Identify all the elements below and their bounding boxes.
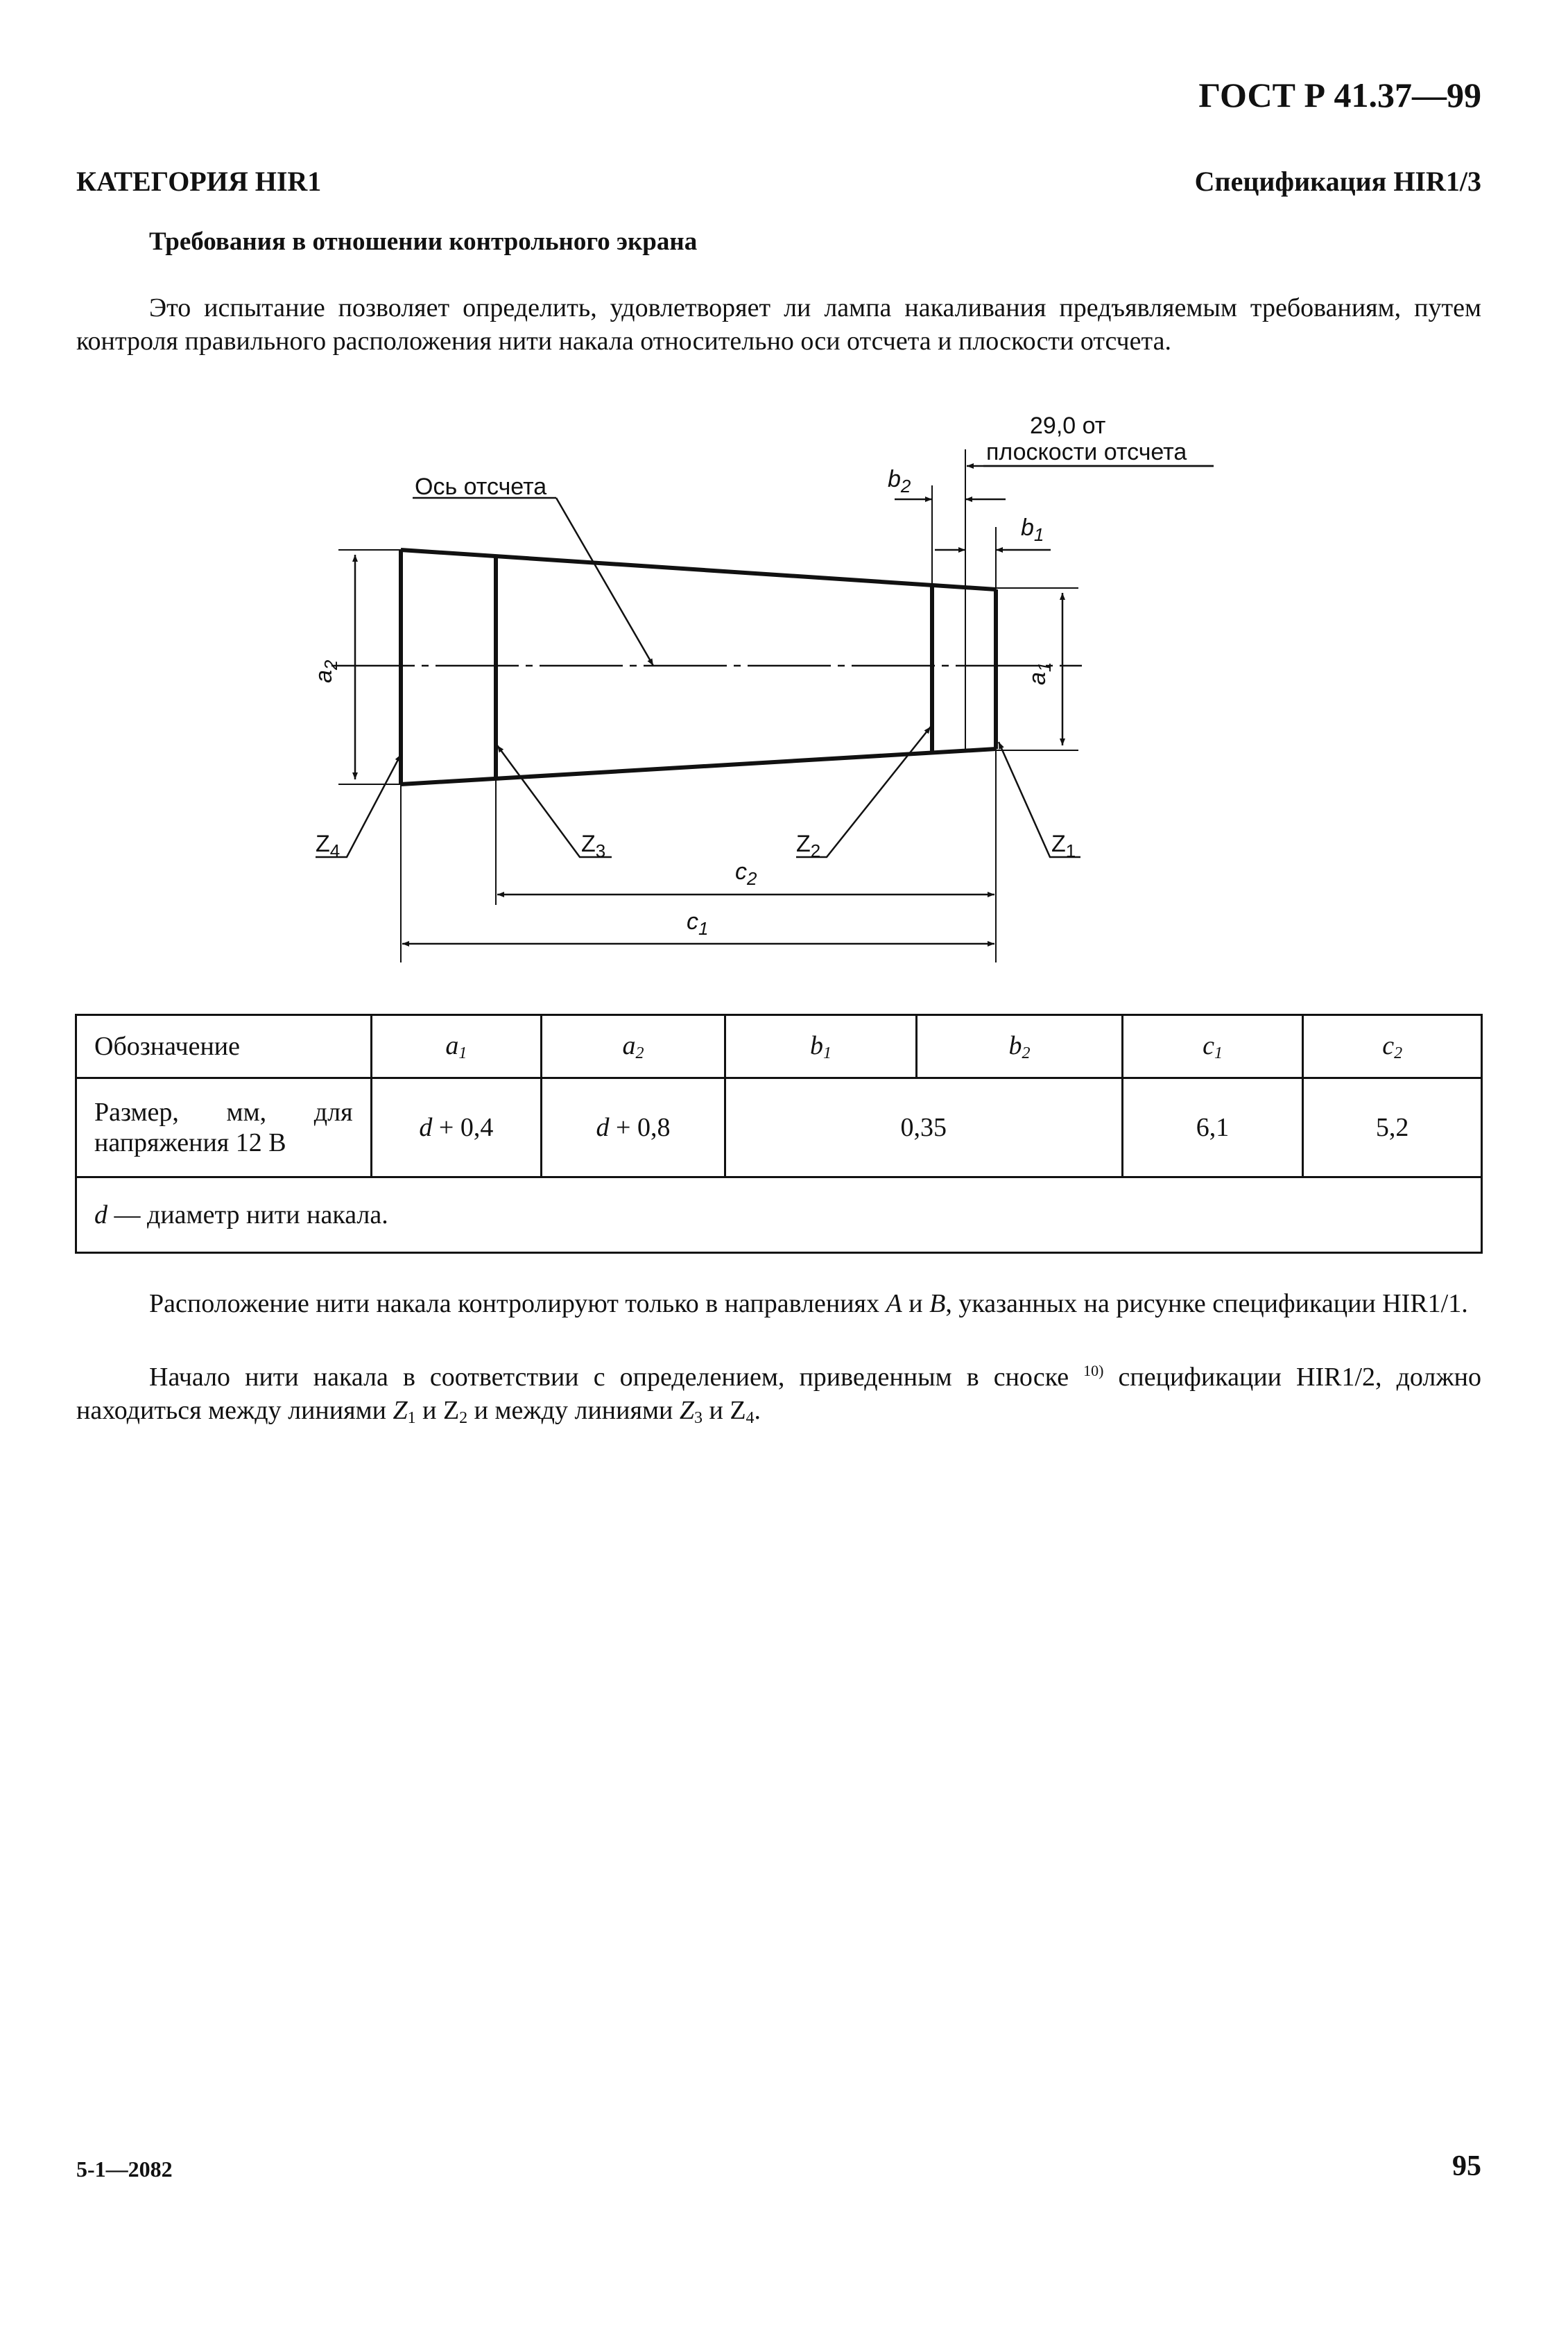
reference-distance-label-line1: 29,0 от — [1030, 413, 1106, 439]
b2-label: $b_2$ — [888, 466, 911, 496]
z1-label: $Z_1$ — [1051, 831, 1076, 861]
reference-distance-label-line2: плоскости отсчета — [986, 439, 1187, 465]
tolerance-zone-top-edge — [401, 550, 996, 589]
c2-header: $c_2$ — [1303, 1015, 1482, 1078]
category-heading: КАТЕГОРИЯ HIR1 — [76, 166, 322, 197]
z3-label: $Z_3$ — [581, 831, 606, 861]
designation-header: Обозначение — [76, 1015, 372, 1078]
c2-value: 5,2 — [1303, 1078, 1482, 1177]
table-row — [76, 1078, 1482, 1177]
b1-header: $b_1$ — [725, 1015, 917, 1078]
z4-label: $Z_4$ — [316, 831, 341, 861]
c1-label: $c_1$ — [687, 908, 709, 939]
dimensions-table — [75, 1014, 1483, 1254]
a2-header: $a_2$ — [542, 1015, 725, 1078]
table-header-row — [76, 1015, 1482, 1078]
directions-paragraph: Расположение нити накала контролируют только в направлениях A и B, указанных на рисунке спецификации HIR1/1. — [149, 1289, 1468, 1318]
axis-leader — [556, 498, 653, 666]
filament-position-drawing — [0, 0, 1568, 985]
a1-value: d + 0,4 — [371, 1078, 542, 1177]
a2-value: d + 0,8 — [542, 1078, 725, 1177]
standard-number: ГОСТ Р 41.37—99 — [1198, 76, 1481, 114]
z2-leader — [796, 727, 931, 857]
c1-header: $c_1$ — [1122, 1015, 1303, 1078]
intro-paragraph: Это испытание позволяет определить, удовлетворяет ли лампа накаливания предъявляемым требованиям, путем контроля правильного расположения нити накала относительно оси отсчета и плоскости отсчета. — [76, 293, 1481, 356]
print-code: 5-1—2082 — [76, 2157, 173, 2182]
footnote-ref: 10) — [1083, 1362, 1104, 1379]
tolerance-zone-bottom-edge — [401, 749, 996, 784]
a1-label: $a_1$ — [1024, 662, 1055, 685]
specification-heading: Спецификация HIR1/3 — [1194, 166, 1481, 197]
filament-start-paragraph: Начало нити накала в соответствии с определением, приведенным в сноске $^{10)}$ спецификации HIR1/2, должно находиться между линиями $Z_1$ и $Z_2$ и между линиями $Z_3$ и $Z_4$. — [76, 1362, 1481, 1427]
a1-header: $a_1$ — [371, 1015, 542, 1078]
table-note: d — диаметр нити накала. — [76, 1177, 1482, 1253]
section-title: Требования в отношении контрольного экрана — [149, 227, 698, 256]
b1-label: $b_1$ — [1021, 515, 1044, 545]
b2-header: $b_2$ — [917, 1015, 1122, 1078]
reference-axis-label: Ось отсчета — [415, 474, 547, 500]
c2-label: $c_2$ — [735, 858, 757, 889]
z2-label: $Z_2$ — [796, 831, 821, 861]
page-number: 95 — [1452, 2150, 1481, 2182]
table-note-row — [76, 1177, 1482, 1253]
b-value: 0,35 — [725, 1078, 1122, 1177]
c1-value: 6,1 — [1122, 1078, 1303, 1177]
size-row-label: Размер, мм, для напряжения 12 В — [76, 1078, 372, 1177]
a2-label: $a_2$ — [311, 659, 341, 683]
